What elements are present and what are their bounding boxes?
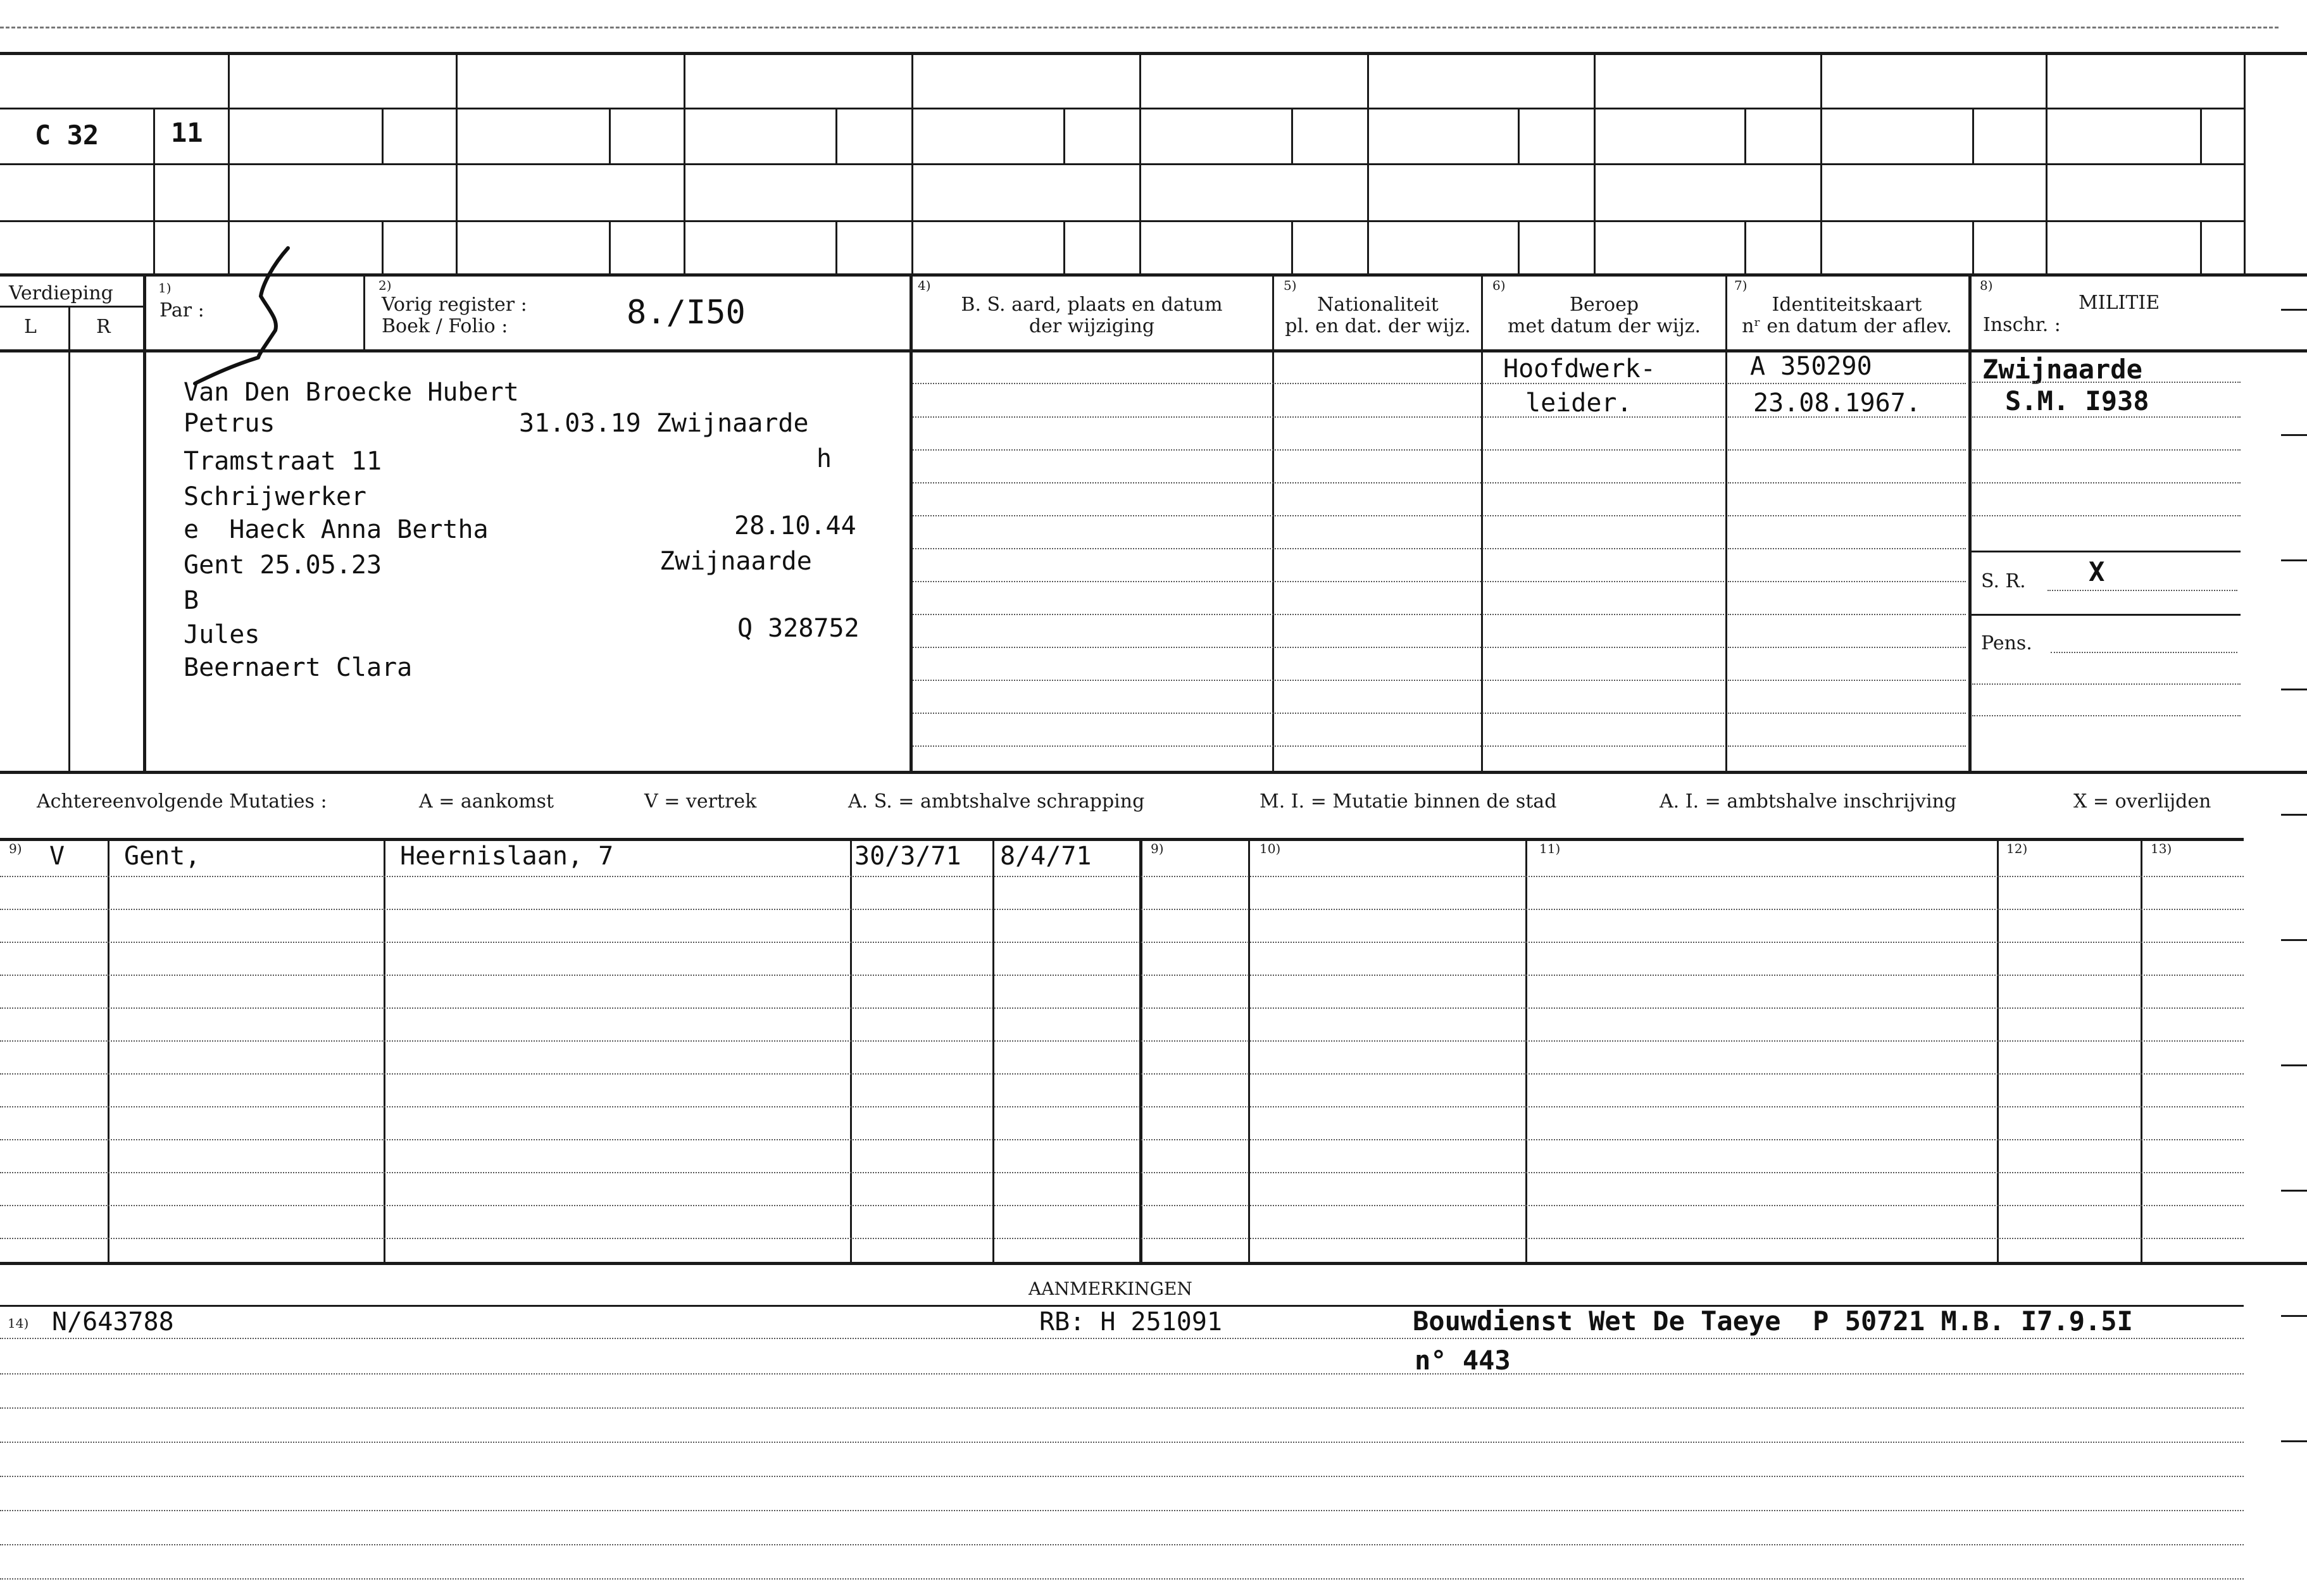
aanm-row: [0, 1476, 2244, 1477]
aanm-row: [0, 1338, 2244, 1339]
row-line: [913, 745, 1724, 747]
grid-vline: [2244, 52, 2246, 273]
marriage-place: Zwijnaarde: [660, 547, 812, 576]
grid-vline: [1063, 108, 1065, 163]
row-line: [1728, 515, 1966, 516]
field-number-14: 14): [8, 1316, 29, 1331]
identiteitskaart-label-line2: nʳ en datum der aflev.: [1742, 315, 1952, 337]
pens-label: Pens.: [1981, 632, 2032, 654]
mut-row: [0, 975, 2244, 976]
row-line: [1728, 614, 1966, 615]
row-line: [913, 581, 1724, 582]
grid-vline: [2200, 220, 2202, 273]
mut-row: [0, 909, 2244, 910]
mut-row: [0, 1073, 2244, 1075]
row-line: [1728, 548, 1966, 549]
mutation-date1: 30/3/71: [854, 842, 961, 871]
militie-divider: [1970, 551, 2241, 552]
col-divider-nat: [1272, 273, 1274, 771]
edge-mark: [2281, 1440, 2307, 1442]
mutation-street: Heernislaan, 7: [400, 842, 614, 871]
mut-col-line: [850, 838, 852, 1262]
mut-col-13-right: 13): [2151, 841, 2172, 856]
grid-vline: [1518, 108, 1520, 163]
row-line: [1728, 713, 1966, 714]
row-line: [1728, 383, 1966, 384]
militie-label: MILITIE: [2079, 292, 2160, 314]
mut-col-11-right: 11): [1539, 841, 1561, 856]
mut-col-line: [1525, 838, 1527, 1262]
mut-col-line-mid: [1139, 838, 1142, 1262]
row-line: [913, 614, 1724, 615]
mut-col-12-right: 12): [2006, 841, 2028, 856]
field-number-1: 1): [158, 280, 172, 296]
row-line: [1728, 680, 1966, 681]
militie-sm: S.M. I938: [2005, 385, 2149, 416]
edge-mark: [2281, 434, 2307, 436]
main-section-bottom: [0, 771, 2307, 774]
edge-mark: [2281, 1064, 2307, 1066]
edge-mark: [2281, 1315, 2307, 1317]
aanmerking-bouwdienst: Bouwdienst Wet De Taeye P 50721 M.B. I7.9.5I: [1413, 1306, 2133, 1337]
mut-col-line: [384, 838, 385, 1262]
grid-bottom-border: [0, 273, 2307, 277]
par-pen-mark: [177, 240, 316, 392]
spouse-birth: Gent 25.05.23: [184, 551, 382, 580]
floor-r-label: R: [96, 316, 111, 338]
grid-vline: [1744, 220, 1746, 273]
militie-line: [1972, 382, 2241, 383]
mut-col-9-right: 9): [1151, 841, 1164, 856]
row-line: [913, 713, 1724, 714]
row-line: [913, 449, 1724, 451]
field-number-4: 4): [918, 278, 931, 293]
grid-vline: [1972, 108, 1974, 163]
col-divider-bs: [910, 273, 913, 771]
person-firstname: Petrus: [184, 409, 275, 438]
edge-mark: [2281, 309, 2307, 311]
person-name: Van Den Broecke Hubert: [184, 378, 519, 407]
grid-vline: [382, 220, 384, 273]
spouse-name: e Haeck Anna Bertha: [184, 515, 489, 544]
row-line: [913, 515, 1724, 516]
militie-line: [1972, 715, 2241, 716]
grid-vline: [835, 108, 837, 163]
grid-code: C 32: [35, 120, 99, 151]
person-reference: Q 328752: [737, 614, 860, 643]
grid-vline: [1972, 220, 1974, 273]
row-line: [913, 548, 1724, 549]
mut-row: [0, 1205, 2244, 1206]
mutation-date2: 8/4/71: [1000, 842, 1092, 871]
mut-row: [0, 1106, 2244, 1107]
row-line: [1728, 745, 1966, 747]
mut-row: [0, 942, 2244, 943]
beroep-value-line2: leider.: [1525, 389, 1632, 418]
militie-inschr-place: Zwijnaarde: [1982, 354, 2142, 385]
aanmerking-rb: RB: H 251091: [1039, 1307, 1222, 1337]
mut-row: [0, 1238, 2244, 1239]
person-birth: 31.03.19 Zwijnaarde: [519, 409, 809, 438]
row-line: [913, 482, 1724, 483]
person-letter: B: [184, 586, 199, 615]
row-line: [1728, 482, 1966, 483]
aanm-row: [0, 1510, 2244, 1511]
beroep-label-line1: Beroep: [1569, 294, 1639, 316]
militie-line: [1972, 482, 2241, 483]
col-divider-beroep: [1481, 273, 1483, 771]
grid-vline: [1291, 108, 1293, 163]
field-number-5: 5): [1284, 278, 1297, 293]
vorig-register-value: 8./I50: [627, 294, 746, 332]
edge-mark: [2281, 559, 2307, 561]
top-edge: [0, 27, 2279, 28]
grid-vline: [1291, 220, 1293, 273]
grid-vline: [2200, 108, 2202, 163]
nationaliteit-label-line1: Nationaliteit: [1317, 294, 1439, 316]
aanmerking-ref: N/643788: [52, 1307, 174, 1337]
verdieping-divider: [0, 306, 144, 308]
mut-row: [0, 1007, 2244, 1009]
edge-mark: [2281, 939, 2307, 941]
sr-label: S. R.: [1981, 570, 2026, 592]
aanmerkingen-title: AANMERKINGEN: [1028, 1278, 1192, 1299]
aanm-row: [0, 1578, 2244, 1580]
mut-row: [0, 876, 2244, 877]
vorig-register-label: Vorig register :: [382, 294, 527, 316]
field-number-7: 7): [1734, 278, 1747, 293]
aanm-row: [0, 1442, 2244, 1443]
legend-overlijden: X = overlijden: [2073, 790, 2211, 813]
grid-vline: [2046, 52, 2048, 273]
grid-vline: [1820, 52, 1822, 273]
mut-row: [0, 1139, 2244, 1140]
mut-col-line: [2141, 838, 2142, 1262]
grid-vline: [609, 108, 611, 163]
aanmerking-nr: n° 443: [1415, 1345, 1511, 1376]
marriage-date: 28.10.44: [734, 511, 856, 540]
grid-line: [0, 163, 2244, 165]
father-name: Jules: [184, 620, 260, 649]
grid-vline: [1063, 220, 1065, 273]
col-divider-militie: [1968, 273, 1972, 771]
row-line: [913, 647, 1724, 648]
mutation-type: V: [49, 842, 65, 871]
aanm-row: [0, 1407, 2244, 1409]
sr-value: X: [2089, 556, 2105, 587]
mutaties-title: Achtereenvolgende Mutaties :: [37, 790, 327, 813]
nationaliteit-label-line2: pl. en dat. der wijz.: [1285, 315, 1471, 337]
par-label: Par :: [159, 299, 204, 321]
grid-vline: [1744, 108, 1746, 163]
mut-col-line: [1997, 838, 1999, 1262]
header-bottom-border: [0, 349, 2307, 352]
grid-vline: [456, 52, 458, 273]
grid-vline: [911, 52, 913, 273]
grid-vline: [1367, 52, 1369, 273]
field-number-8: 8): [1980, 278, 1993, 293]
aanm-row: [0, 1373, 2244, 1375]
grid-vline: [153, 108, 155, 273]
row-line: [913, 680, 1724, 681]
militie-line: [1972, 416, 2241, 418]
mutation-city: Gent,: [124, 842, 201, 871]
grid-line: [0, 108, 2244, 109]
pens-line: [2051, 652, 2237, 653]
col-divider-register: [363, 273, 365, 349]
legend-vertrek: V = vertrek: [644, 790, 757, 813]
row-line: [1728, 647, 1966, 648]
grid-vline: [382, 108, 384, 163]
row-line: [1728, 581, 1966, 582]
beroep-value-line1: Hoofdwerk-: [1503, 354, 1656, 383]
edge-mark: [2281, 689, 2307, 690]
militie-line: [1972, 449, 2241, 451]
aanmerkingen-top-border: [0, 1262, 2307, 1265]
floor-l-label: L: [24, 316, 37, 338]
grid-vline: [684, 52, 685, 273]
mut-row: [0, 1040, 2244, 1042]
person-address: Tramstraat 11: [184, 447, 382, 476]
mutaties-top-border: [0, 838, 2244, 841]
legend-ambtshalve-inschrijving: A. I. = ambtshalve inschrijving: [1660, 790, 1957, 813]
militie-divider: [1970, 614, 2241, 616]
militie-line: [1972, 515, 2241, 516]
mut-row: [0, 1172, 2244, 1173]
grid-vline: [1518, 220, 1520, 273]
verdieping-label: Verdieping: [9, 282, 113, 304]
mut-col-10-right: 10): [1260, 841, 1281, 856]
edge-mark: [2281, 1190, 2307, 1192]
legend-mutatie-stad: M. I. = Mutatie binnen de stad: [1260, 790, 1557, 813]
bs-label-line2: der wijziging: [1028, 315, 1155, 337]
lr-divider: [68, 306, 70, 771]
person-address-mark: h: [816, 444, 832, 473]
beroep-label-line2: met datum der wijz.: [1508, 315, 1701, 337]
identiteitskaart-label-line1: Identiteitskaart: [1772, 294, 1922, 316]
mut-col-line: [992, 838, 994, 1262]
grid-line: [0, 220, 2244, 222]
grid-top-border: [0, 52, 2307, 55]
id-card-date: 23.08.1967.: [1753, 389, 1921, 418]
field-number-2: 2): [378, 278, 392, 293]
mother-name: Beernaert Clara: [184, 653, 413, 682]
edge-mark: [2281, 814, 2307, 816]
person-profession: Schrijwerker: [184, 482, 366, 511]
col-divider-par: [143, 273, 146, 771]
grid-vline: [609, 220, 611, 273]
mut-col-line: [108, 838, 109, 1262]
grid-vline: [835, 220, 837, 273]
field-number-6: 6): [1492, 278, 1506, 293]
col-divider-id: [1725, 273, 1727, 771]
mut-col-9: 9): [9, 841, 22, 856]
boek-folio-label: Boek / Folio :: [382, 315, 508, 337]
mut-col-line: [1248, 838, 1250, 1262]
legend-ambtshalve-schrapping: A. S. = ambtshalve schrapping: [848, 790, 1145, 813]
aanm-row: [0, 1544, 2244, 1545]
sr-line: [2048, 590, 2237, 591]
militie-line: [1972, 683, 2241, 685]
row-line: [1728, 449, 1966, 451]
grid-number: 11: [171, 117, 203, 148]
inschr-label: Inschr. :: [1983, 314, 2061, 336]
grid-vline: [1139, 52, 1141, 273]
bs-label-line1: B. S. aard, plaats en datum: [961, 294, 1223, 316]
id-card-number: A 350290: [1750, 352, 1872, 381]
grid-vline: [1594, 52, 1596, 273]
legend-aankomst: A = aankomst: [419, 790, 554, 813]
